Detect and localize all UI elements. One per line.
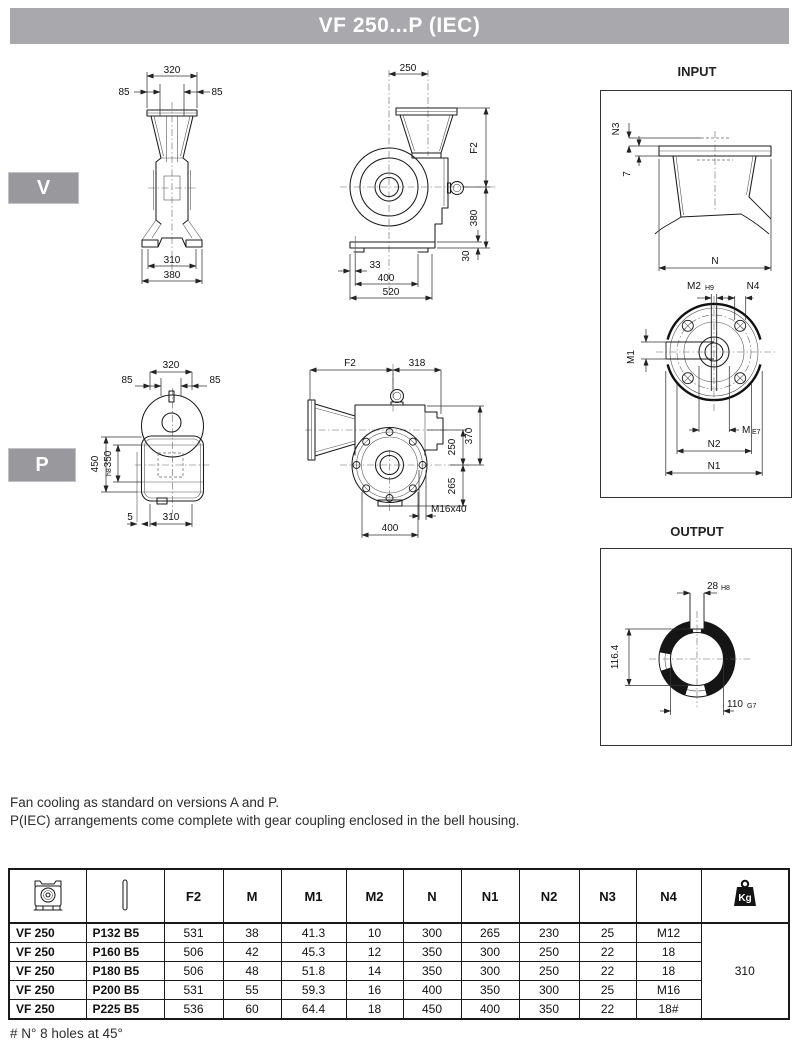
cell-n1: 300 xyxy=(461,962,519,981)
cell-n2: 230 xyxy=(519,923,579,943)
cell-n4: 18 xyxy=(636,943,701,962)
page-title: VF 250...P (IEC) xyxy=(10,8,789,44)
dim-label-p-side-400: 400 xyxy=(381,523,399,534)
dim-label-output-110-tol: G7 xyxy=(747,703,757,710)
dim-label-p-front-85l: 85 xyxy=(121,375,133,386)
dim-label-output-116-4: 116.4 xyxy=(610,644,621,670)
note-line-1: Fan cooling as standard on versions A and P. xyxy=(10,795,280,810)
dim-label-input-m: M xyxy=(742,425,751,436)
cell-m2: 12 xyxy=(346,943,403,962)
dim-label-input-m-tol: E7 xyxy=(752,429,761,436)
cell-n4: M16 xyxy=(636,981,701,1000)
cell-n1: 265 xyxy=(461,923,519,943)
cell-m1: 41.3 xyxy=(281,923,346,943)
note-line-2: P(IEC) arrangements come complete with gear coupling enclosed in the bell housing. xyxy=(10,813,520,828)
table-row xyxy=(9,1000,789,1020)
dim-label-output-110: 110 xyxy=(727,699,743,710)
cell-f2: 531 xyxy=(164,923,223,943)
output-detail-drawing xyxy=(601,549,791,743)
dim-label-v-side-f2: F2 xyxy=(469,142,480,154)
dim-label-output-28: 28 xyxy=(707,581,719,592)
dim-label-p-front-85r: 85 xyxy=(209,375,221,386)
cell-m1: 51.8 xyxy=(281,962,346,981)
cell-model: VF 250 xyxy=(9,1000,86,1020)
p-side-drawing xyxy=(300,352,505,547)
cell-m2: 18 xyxy=(346,1000,403,1020)
dim-label-p-side-m16x40: M16x40 xyxy=(431,504,467,515)
header-shaft-cell xyxy=(86,869,164,923)
dim-label-v-front-310: 310 xyxy=(163,255,181,266)
dim-label-p-side-318: 318 xyxy=(408,358,426,369)
output-panel-title: OUTPUT xyxy=(670,524,724,539)
dim-label-v-front-380: 380 xyxy=(163,270,181,281)
table-row xyxy=(9,981,789,1000)
dim-label-p-front-350-tol: h8 xyxy=(106,468,113,476)
cell-f2: 506 xyxy=(164,943,223,962)
notes xyxy=(10,794,520,830)
dim-label-p-front-450: 450 xyxy=(90,455,101,473)
v-front-drawing xyxy=(110,58,235,293)
cell-model: VF 250 xyxy=(9,923,86,943)
dim-label-p-front-310: 310 xyxy=(162,512,180,523)
cell-model: VF 250 xyxy=(9,943,86,962)
cell-f2: 506 xyxy=(164,962,223,981)
dim-label-p-front-320: 320 xyxy=(162,360,180,371)
dim-label-p-front-350: 350 xyxy=(103,450,114,468)
cell-motor: P200 B5 xyxy=(86,981,164,1000)
cell-m: 38 xyxy=(223,923,281,943)
header-n2: N2 xyxy=(519,869,579,923)
weight-kg-label: Kg xyxy=(738,892,752,904)
output-panel xyxy=(598,524,796,749)
table-row xyxy=(9,923,789,943)
dim-label-input-n2: N2 xyxy=(707,439,721,450)
dim-label-input-n4: N4 xyxy=(746,281,760,292)
cell-m2: 16 xyxy=(346,981,403,1000)
header-m1: M1 xyxy=(281,869,346,923)
cell-n4: 18# xyxy=(636,1000,701,1020)
input-detail-drawing xyxy=(601,91,791,495)
dim-label-p-side-250: 250 xyxy=(447,438,458,456)
header-n1: N1 xyxy=(461,869,519,923)
cell-n2: 250 xyxy=(519,943,579,962)
cell-n3: 22 xyxy=(579,1000,636,1020)
dim-label-p-front-5: 5 xyxy=(127,512,133,523)
cell-n1: 400 xyxy=(461,1000,519,1020)
cell-n4: M12 xyxy=(636,923,701,943)
p-front-drawing xyxy=(85,352,240,537)
dim-label-input-7: 7 xyxy=(622,171,633,177)
eyebolt-icon xyxy=(391,390,404,406)
cell-m: 48 xyxy=(223,962,281,981)
header-gearbox-cell xyxy=(9,869,86,923)
header-n3: N3 xyxy=(579,869,636,923)
eyebolt-icon xyxy=(448,182,464,195)
cell-m1: 59.3 xyxy=(281,981,346,1000)
cell-m2: 10 xyxy=(346,923,403,943)
version-label-v: V xyxy=(8,172,79,204)
cell-n2: 250 xyxy=(519,962,579,981)
cell-m2: 14 xyxy=(346,962,403,981)
cell-n: 450 xyxy=(403,1000,461,1020)
dim-label-input-m1: M1 xyxy=(626,350,637,364)
dim-label-v-front-85l: 85 xyxy=(118,87,130,98)
dim-label-v-side-400: 400 xyxy=(377,273,395,284)
cell-n3: 22 xyxy=(579,962,636,981)
cell-m1: 45.3 xyxy=(281,943,346,962)
input-panel-title: INPUT xyxy=(677,64,717,79)
cell-motor: P225 B5 xyxy=(86,1000,164,1020)
cell-model: VF 250 xyxy=(9,962,86,981)
table-row xyxy=(9,962,789,981)
v-side-drawing xyxy=(330,58,580,308)
input-shaft-icon xyxy=(119,877,131,913)
cell-m1: 64.4 xyxy=(281,1000,346,1020)
dimensions-table xyxy=(8,868,790,1020)
footnote: # N° 8 holes at 45° xyxy=(10,1026,123,1041)
cell-model: VF 250 xyxy=(9,981,86,1000)
cell-n1: 350 xyxy=(461,981,519,1000)
dim-label-p-side-265: 265 xyxy=(447,477,458,495)
dim-label-input-n1: N1 xyxy=(707,461,721,472)
dim-label-input-n3: N3 xyxy=(611,122,622,136)
cell-n3: 25 xyxy=(579,981,636,1000)
dim-label-p-side-f2: F2 xyxy=(344,358,356,369)
cell-motor: P132 B5 xyxy=(86,923,164,943)
cell-motor: P160 B5 xyxy=(86,943,164,962)
dim-label-input-m2-tol: H9 xyxy=(705,285,714,292)
gearbox-icon xyxy=(28,877,68,913)
cell-m: 42 xyxy=(223,943,281,962)
cell-n: 300 xyxy=(403,923,461,943)
cell-m: 55 xyxy=(223,981,281,1000)
header-f2: F2 xyxy=(164,869,223,923)
cell-n3: 25 xyxy=(579,923,636,943)
table-row xyxy=(9,943,789,962)
header-weight-cell xyxy=(701,869,789,923)
dim-label-v-side-250: 250 xyxy=(399,63,417,74)
cell-n: 350 xyxy=(403,962,461,981)
table-header-row xyxy=(9,869,789,923)
cell-n1: 300 xyxy=(461,943,519,962)
dim-label-v-front-320: 320 xyxy=(163,65,181,76)
cell-f2: 536 xyxy=(164,1000,223,1020)
header-m2: M2 xyxy=(346,869,403,923)
dim-label-v-side-30: 30 xyxy=(461,250,472,262)
version-label-p: P xyxy=(8,448,76,482)
weight-kg-icon xyxy=(728,878,762,912)
dim-label-v-side-520: 520 xyxy=(382,287,400,298)
cell-n2: 300 xyxy=(519,981,579,1000)
header-n4: N4 xyxy=(636,869,701,923)
cell-motor: P180 B5 xyxy=(86,962,164,981)
cell-n3: 22 xyxy=(579,943,636,962)
cell-weight: 310 xyxy=(701,923,789,1019)
dim-label-v-side-380: 380 xyxy=(469,209,480,227)
dim-label-output-28-tol: H8 xyxy=(721,585,730,592)
dim-label-p-side-370: 370 xyxy=(464,427,475,445)
cell-n: 400 xyxy=(403,981,461,1000)
dim-label-v-front-85r: 85 xyxy=(211,87,223,98)
input-panel xyxy=(598,64,796,504)
header-m: M xyxy=(223,869,281,923)
dim-label-v-side-33: 33 xyxy=(369,260,381,271)
dim-label-input-n: N xyxy=(711,256,719,267)
dim-label-input-m2: M2 xyxy=(687,281,701,292)
cell-n4: 18 xyxy=(636,962,701,981)
cell-m: 60 xyxy=(223,1000,281,1020)
cell-n: 350 xyxy=(403,943,461,962)
cell-n2: 350 xyxy=(519,1000,579,1020)
header-n: N xyxy=(403,869,461,923)
cell-f2: 531 xyxy=(164,981,223,1000)
